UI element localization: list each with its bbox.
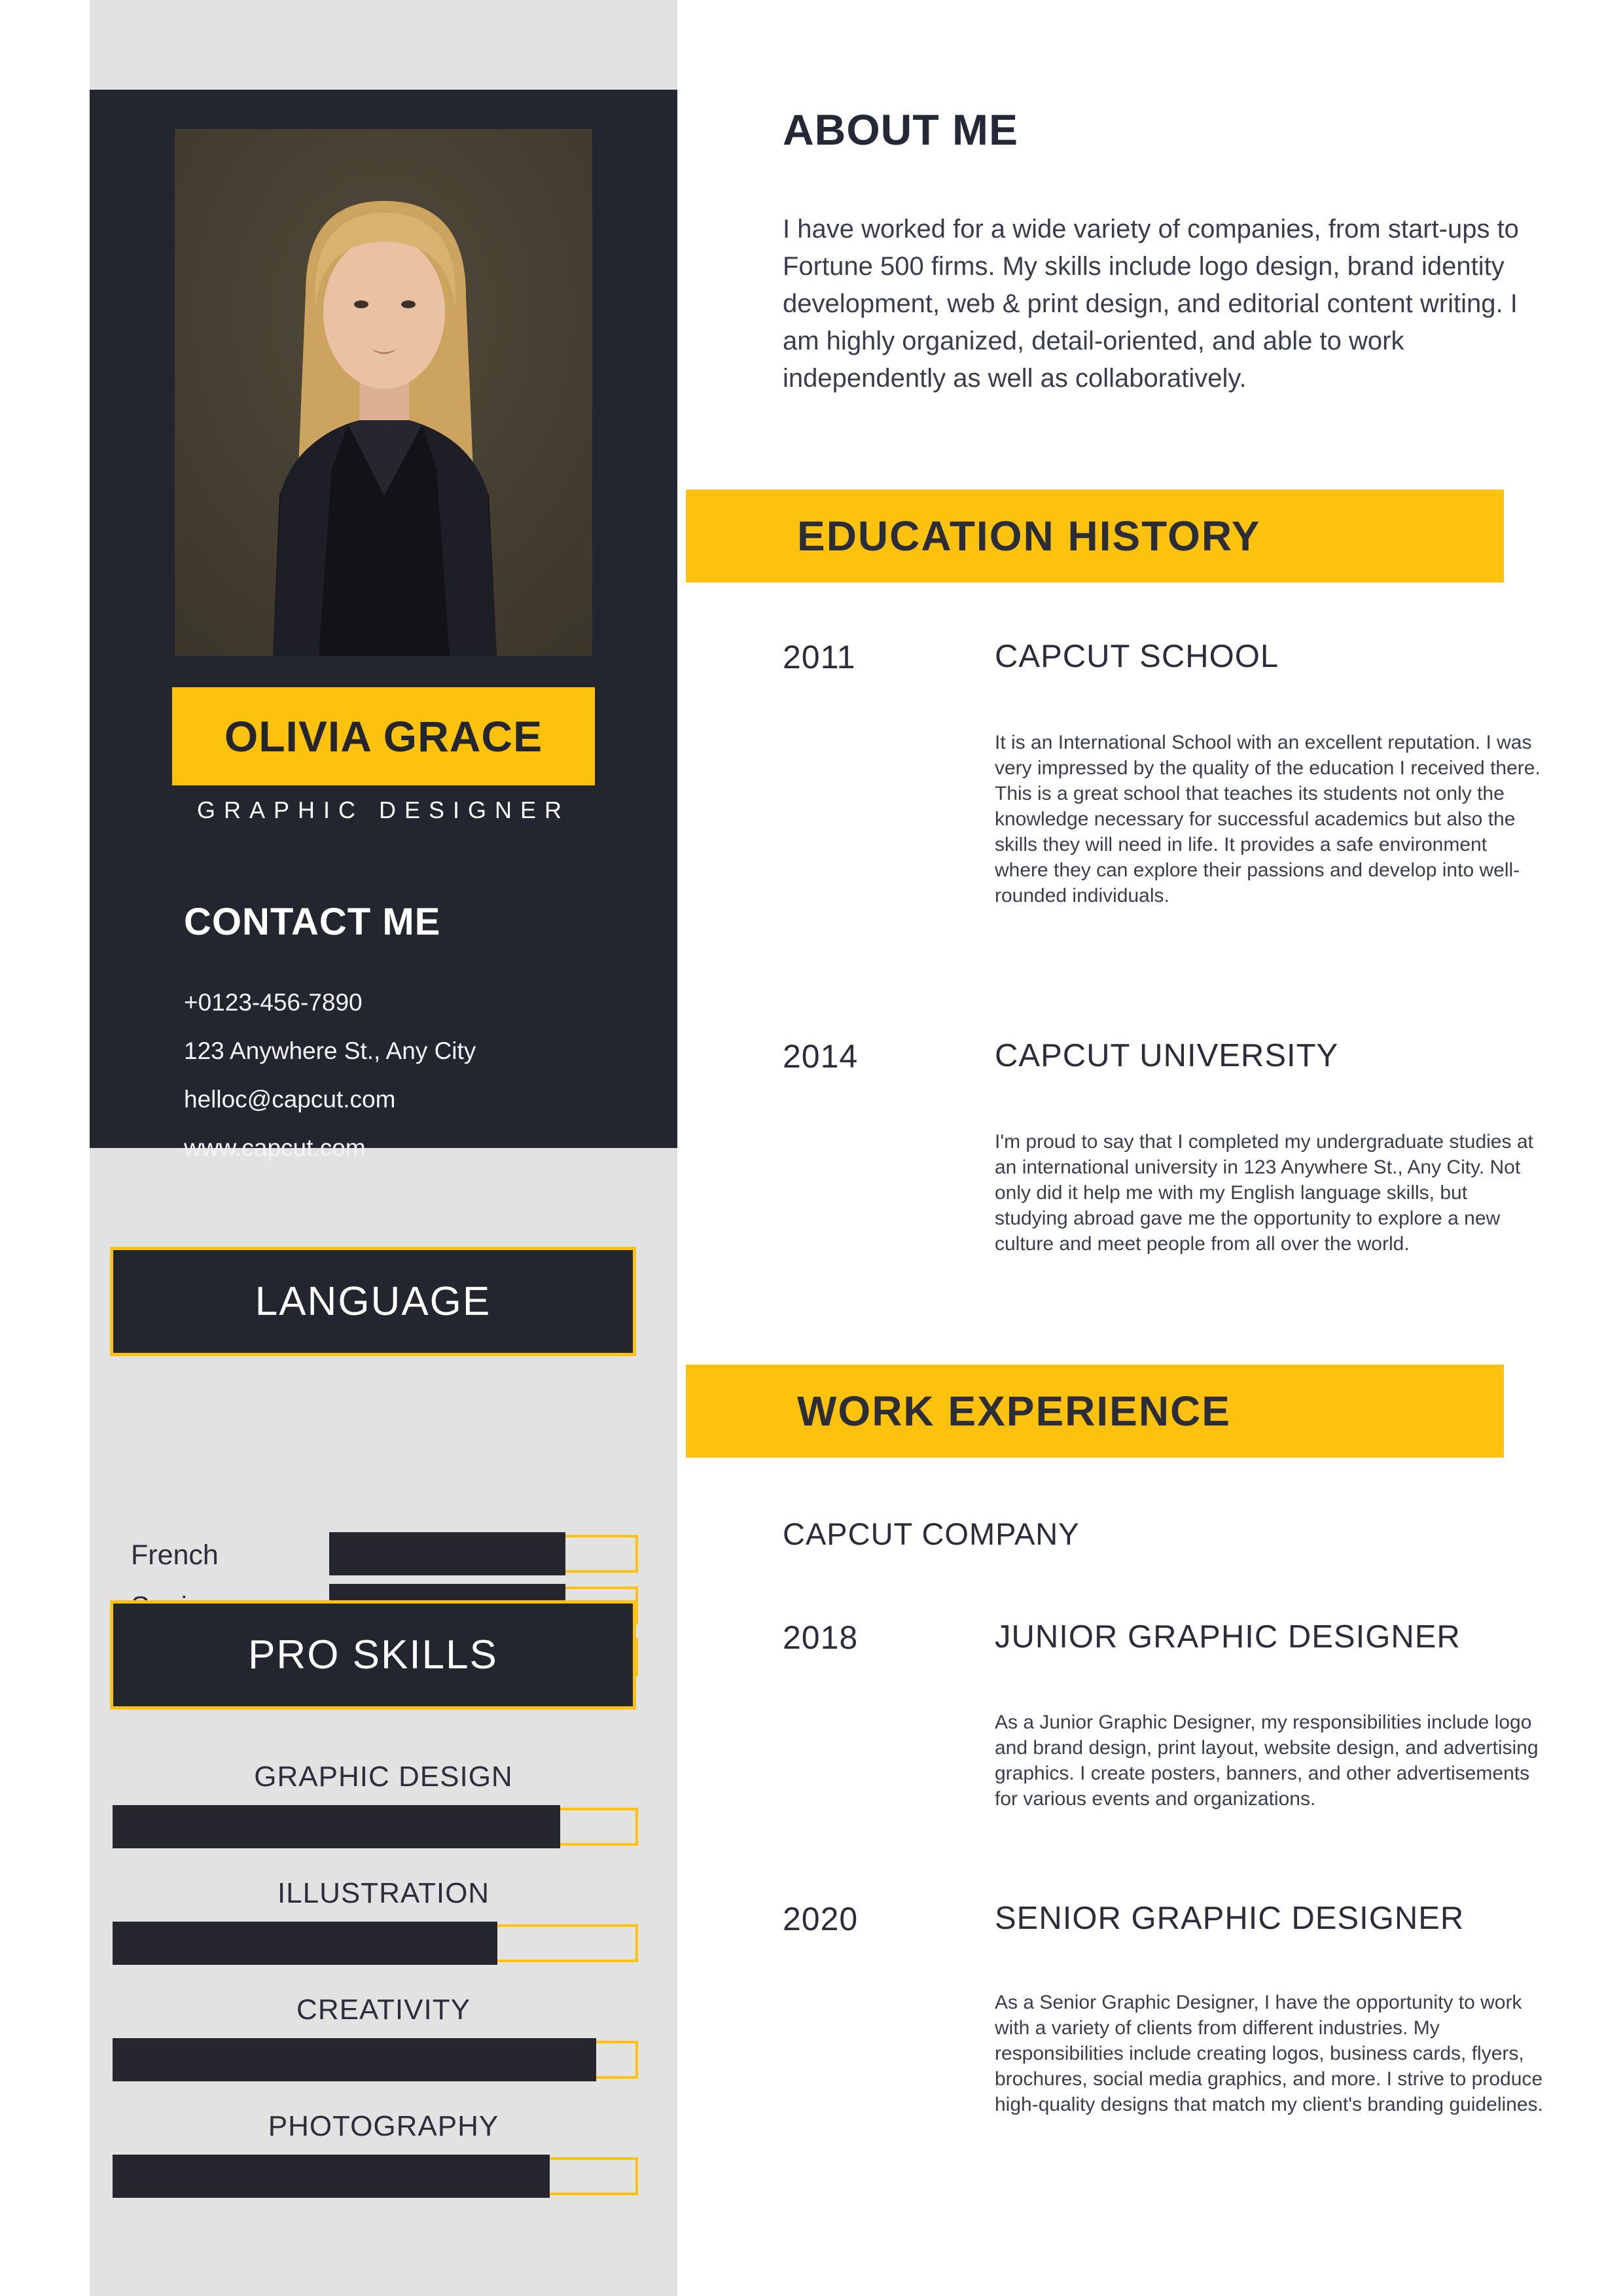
contact-address: 123 Anywhere St., Any City <box>184 1037 476 1064</box>
skills-section-header <box>110 1600 636 1710</box>
skill-bar-fill <box>113 2038 596 2081</box>
name-banner <box>172 687 595 785</box>
profile-photo <box>175 129 592 656</box>
skill-bar <box>113 2157 638 2195</box>
skill-bar-fill <box>113 2155 550 2198</box>
profile-role: GRAPHIC DESIGNER <box>196 797 571 823</box>
skills-title: PRO SKILLS <box>248 1632 498 1677</box>
work-company: CAPCUT COMPANY <box>783 1516 1080 1551</box>
skill-bar <box>113 1808 638 1846</box>
education-description: It is an International School with an excellent reputation. I was very impressed by the quality of the education I received there. This is a great school that teaches its students not only the knowledge necessary for successful academics but also the skills they will need in life. It provides a safe environment where they can explore their passions and develop into well-rounded individuals. <box>995 732 1541 906</box>
skill-bar-fill <box>113 1805 560 1848</box>
skill-label: GRAPHIC DESIGN <box>254 1761 513 1793</box>
language-bar <box>329 1535 638 1573</box>
skill-bar-fill <box>113 1922 497 1965</box>
education-year: 2011 <box>783 639 856 675</box>
work-year: 2020 <box>783 1901 859 1937</box>
skill-label: ILLUSTRATION <box>277 1877 490 1909</box>
language-label: French <box>131 1539 219 1571</box>
language-section-header <box>110 1247 636 1356</box>
contact-email: helloc@capcut.com <box>184 1086 396 1113</box>
language-title: LANGUAGE <box>255 1279 491 1324</box>
contact-title: CONTACT ME <box>184 901 441 943</box>
language-bar-fill <box>329 1532 565 1575</box>
education-title: EDUCATION HISTORY <box>797 512 1261 560</box>
work-description: As a Senior Graphic Designer, I have the opportunity to work with a variety of clients from different industries. My responsibilities include creating logos, business cards, flyers, brochures, social media graphics, and more. I strive to produce high-quality designs that match my client's branding guidelines. <box>995 1992 1543 2115</box>
education-section-banner <box>686 490 1504 583</box>
work-section-banner <box>686 1365 1504 1458</box>
profile-card <box>90 90 677 1161</box>
education-school: CAPCUT SCHOOL <box>995 639 1279 674</box>
about-title: ABOUT ME <box>783 105 1018 154</box>
contact-website: www.capcut.com <box>184 1134 366 1161</box>
skill-label: CREATIVITY <box>296 1994 471 2026</box>
work-year: 2018 <box>783 1619 859 1656</box>
profile-name: OLIVIA GRACE <box>224 712 543 761</box>
contact-list <box>184 978 476 1172</box>
work-title: WORK EXPERIENCE <box>797 1388 1231 1435</box>
education-description: I'm proud to say that I completed my undergraduate studies at an international university in 123 Anywhere St., Any City. Not only did it help me with my English language skills, but studying abroad gave me the opportunity to explore a new culture and meet people from all over the world. <box>995 1131 1533 1255</box>
education-year: 2014 <box>783 1038 859 1075</box>
contact-phone: +0123-456-7890 <box>184 989 363 1016</box>
about-body: I have worked for a wide variety of companies, from start-ups to Fortune 500 firms. My skills include logo design, brand identity development, web & print design, and editorial content writing. I am highly organized, detail-oriented, and able to work independently as well as collaboratively. <box>783 215 1519 393</box>
work-role: SENIOR GRAPHIC DESIGNER <box>995 1901 1465 1936</box>
work-role: JUNIOR GRAPHIC DESIGNER <box>995 1619 1461 1655</box>
work-description: As a Junior Graphic Designer, my responsibilities include logo and brand design, print layout, website design, and advertising graphics. I create posters, banners, and other advertisements for various events and organizations. <box>995 1712 1539 1810</box>
education-school: CAPCUT UNIVERSITY <box>995 1038 1339 1073</box>
skill-bar <box>113 2041 638 2079</box>
skill-bar <box>113 1924 638 1962</box>
skill-label: PHOTOGRAPHY <box>268 2110 499 2142</box>
